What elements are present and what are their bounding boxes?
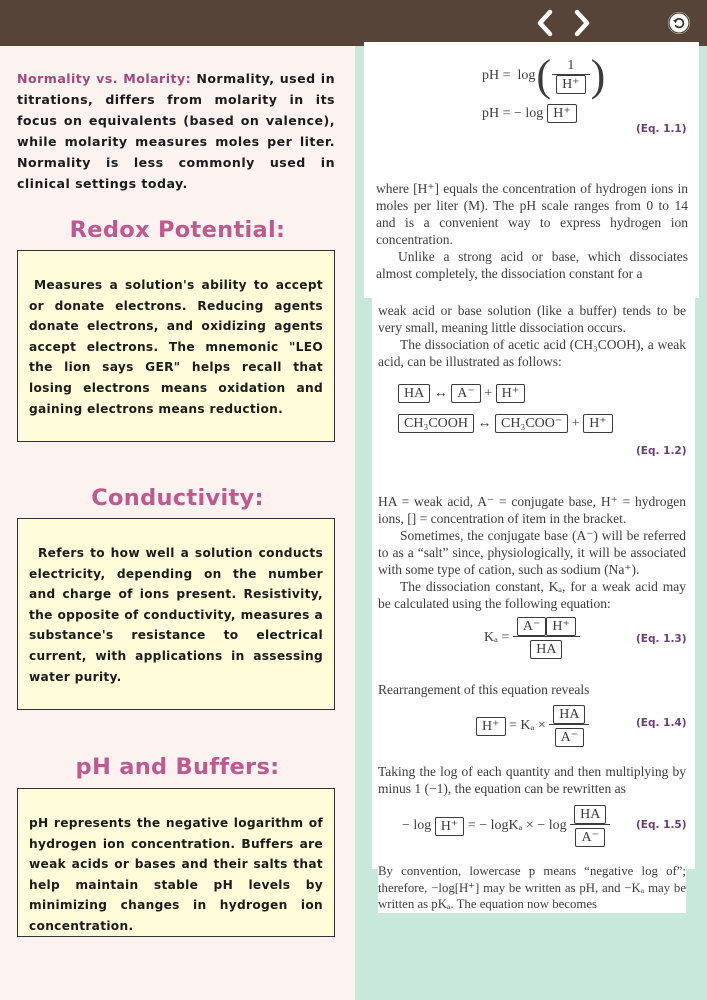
eq-1-5: − log H⁺ = − logKₐ × − log $\frac{HA}{A^-}$ bbox=[402, 805, 610, 847]
eq-1-2-label: (Eq. 1.2) bbox=[636, 445, 687, 457]
page2-text-4: Sometimes, the conjugate base (A⁻) will be referred to as a “salt” since, physiologically, it will be associated with some type of cation, such as sodium (Na⁺). bbox=[378, 528, 686, 577]
page2-text-6: Rearrangement of this equation reveals bbox=[378, 682, 590, 697]
ph-buffers-note: pH represents the negative logarithm of hydrogen ion concentration. Buffers are weak acids or bases and their salts that help maintain stable pH levels by minimizing changes in hydrogen ion concentration. bbox=[17, 788, 335, 937]
eq-1-5-label: (Eq. 1.5) bbox=[636, 819, 687, 831]
eq-1-4-label: (Eq. 1.4) bbox=[636, 717, 687, 729]
page2-text-2: The dissociation of acetic acid (CH₃COOH), a weak acid, can be illustrated as follows: bbox=[378, 337, 686, 369]
chevron-left-icon[interactable] bbox=[531, 8, 561, 38]
conductivity-title: Conductivity: bbox=[91, 485, 264, 511]
ph-buffers-title: pH and Buffers: bbox=[75, 754, 280, 780]
top-toolbar bbox=[0, 0, 707, 46]
page2-text-5: The dissociation constant, Kₐ, for a weak acid may be calculated using the following equation: bbox=[378, 579, 686, 611]
conductivity-note: Refers to how well a solution conducts electricity, depending on the number and charge of ions present. Resistivity, the opposite of conductivity, measures a substance's resistance to electrical current, with applications in assessing water purity. bbox=[17, 518, 335, 710]
page1-text-2: Unlike a strong acid or base, which dissociates almost completely, the dissociation constant for a bbox=[376, 249, 688, 281]
eq-1-3: Kₐ = $\frac{A^- H^+}{HA}$ bbox=[484, 617, 580, 659]
page2-text-1: weak acid or base solution (like a buffer) tends to be very small, meaning little dissociation occurs. bbox=[378, 303, 686, 335]
intro-paragraph bbox=[17, 68, 335, 194]
eq-1-4: H⁺ = Kₐ × $\frac{HA}{A^-}$ bbox=[476, 705, 589, 747]
redox-note: Measures a solution's ability to accept or donate electrons. Reducing agents donate electrons, and oxidizing agents accept electrons. The mnemonic "LEO the lion says GER" helps recall that losing electrons means oxidation and gaining electrons means reduction. bbox=[17, 250, 335, 442]
eq-1-1-label: (Eq. 1.1) bbox=[636, 123, 687, 135]
eq-1-2: HA ↔ A⁻ + H⁺ CH₃COOH ↔ CH₃COO⁻ + H⁺ bbox=[398, 381, 613, 437]
eq-1-1: pH = log ( $\frac{1}{H^+}$ ) pH = − log H⁺ bbox=[482, 51, 606, 121]
replay-icon[interactable] bbox=[668, 12, 690, 34]
redox-title: Redox Potential: bbox=[69, 217, 286, 243]
page1-text-1: where [H⁺] equals the concentration of hydrogen ions in moles per liter (M). The pH scale ranges from 0 to 14 and is a convenient way to express hydrogen ion concentration. bbox=[376, 181, 688, 247]
page2-text-8: By convention, lowercase p means “negative log of”; therefore, −log[H⁺] may be written as pH, and −Kₐ may be written as pKₐ. The equation now becomes bbox=[378, 864, 686, 911]
page2-text-7: Taking the log of each quantity and then multiplying by minus 1 (−1), the equation can be rewritten as bbox=[378, 764, 686, 796]
intro-lead: Normality vs. Molarity: bbox=[17, 71, 192, 86]
notes-panel bbox=[0, 46, 355, 1000]
chevron-right-icon[interactable] bbox=[566, 8, 596, 38]
intro-body: Normality, used in titrations, differs from molarity in its focus on equivalents (based on valence), while molarity measures moles per liter. Normality is less commonly used in clinical settings today. bbox=[17, 71, 335, 191]
eq-1-3-label: (Eq. 1.3) bbox=[636, 633, 687, 645]
textbook-page-2 bbox=[372, 297, 695, 911]
textbook-page-1 bbox=[364, 42, 699, 298]
page2-text-3: HA = weak acid, A⁻ = conjugate base, H⁺ = hydrogen ions, [] = concentration of item in the bracket. bbox=[378, 494, 686, 526]
